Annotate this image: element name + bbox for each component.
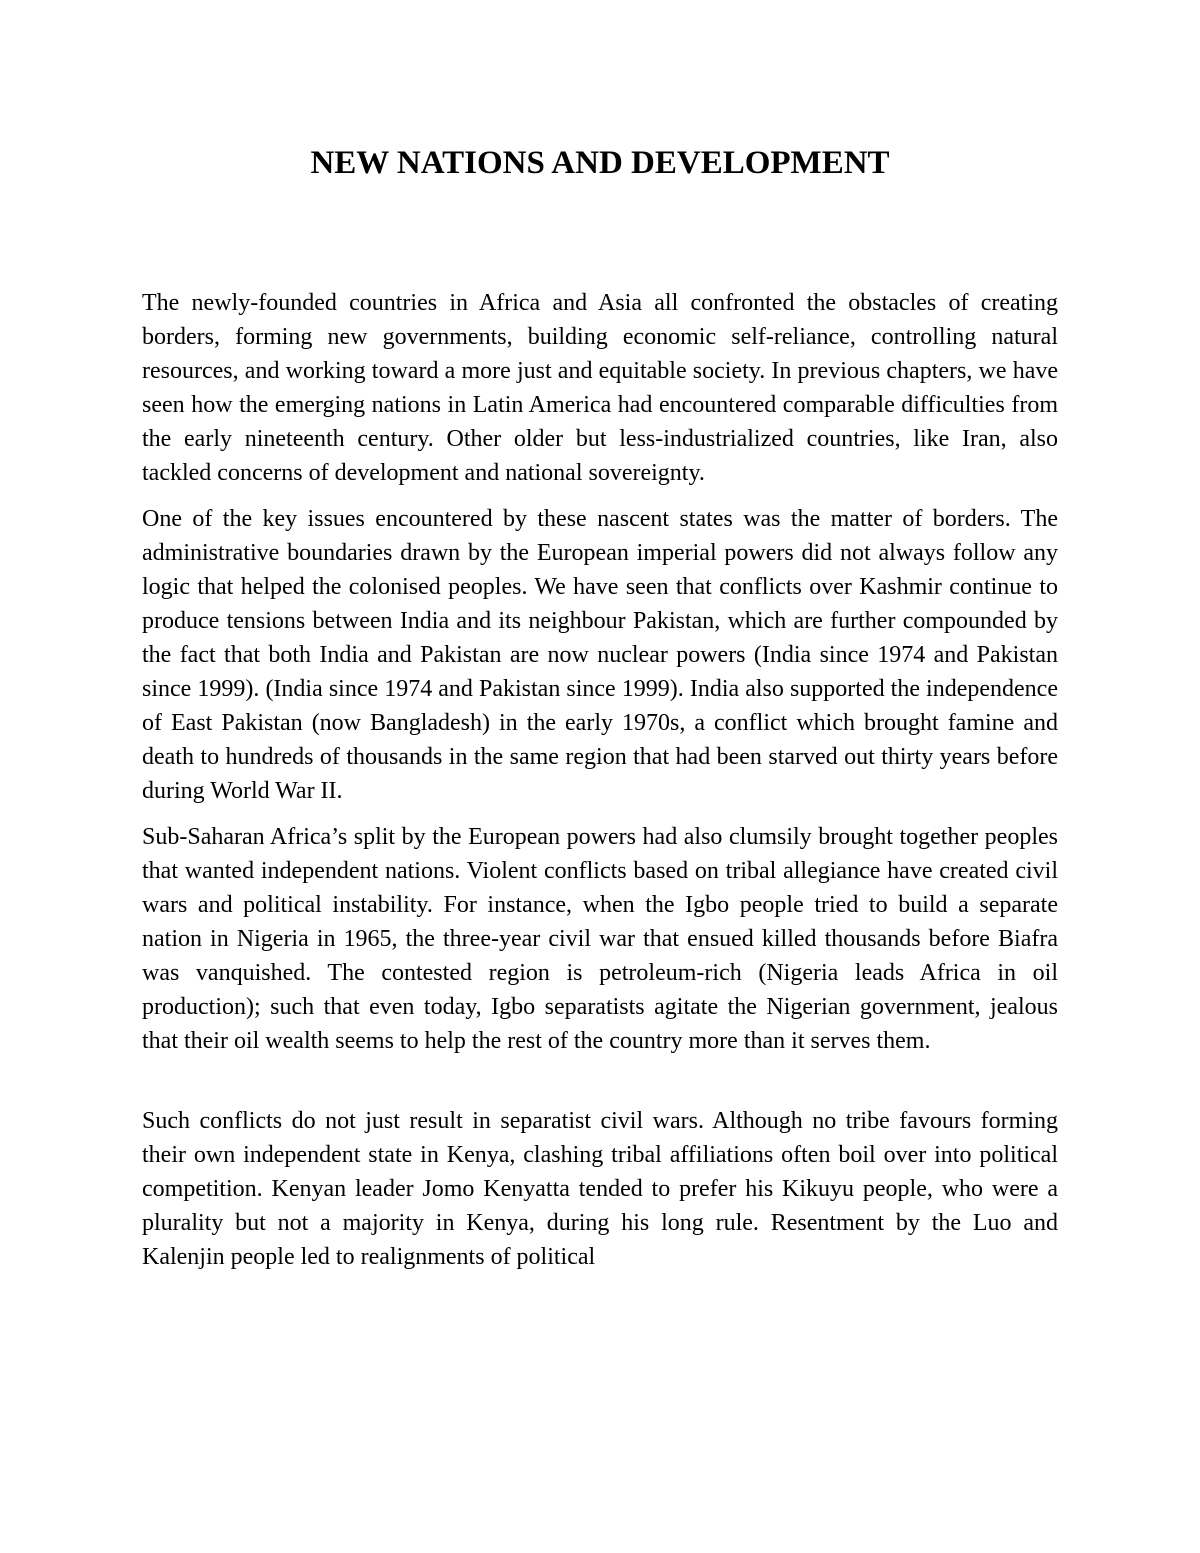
paragraph-sub-saharan-africa: Sub-Saharan Africa’s split by the European powers had also clumsily brought together peoples that wanted independent nations. Violent conflicts based on tribal allegiance have created civil wars and political instability. For instance, when the Igbo people tried to build a separate nation in Nigeria in 1965, the three-year civil war that ensued killed thousands before Biafra was vanquished. The contested region is petroleum-rich (Nigeria leads Africa in oil production); such that even today, Igbo separatists agitate the Nigerian government, jealous that their oil wealth seems to help the rest of the country more than it serves them. — [142, 824, 1058, 1054]
document-body — [142, 286, 1058, 1286]
paragraph-borders: One of the key issues encountered by these nascent states was the matter of borders. The administrative boundaries drawn by the European imperial powers did not always follow any logic that helped the colonised peoples. We have seen that conflicts over Kashmir continue to produce tensions between India and its neighbour Pakistan, which are further compounded by the fact that both India and Pakistan are now nuclear powers (India since 1974 and Pakistan since 1999). (India since 1974 and Pakistan since 1999). India also supported the independence of East Pakistan (now Bangladesh) in the early 1970s, a conflict which brought famine and death to hundreds of thousands in the same region that had been starved out thirty years before during World War II. — [142, 506, 1058, 804]
paragraph-intro: The newly-founded countries in Africa and Asia all confronted the obstacles of creating borders, forming new governments, building economic self-reliance, controlling natural resources, and working toward a more just and equitable society. In previous chapters, we have seen how the emerging nations in Latin America had encountered comparable difficulties from the early nineteenth century. Other older but less-industrialized countries, like Iran, also tackled concerns of development and national sovereignty. — [142, 290, 1058, 486]
paragraph-kenya: Such conflicts do not just result in separatist civil wars. Although no tribe favours forming their own independent state in Kenya, clashing tribal affiliations often boil over into political competition. Kenyan leader Jomo Kenyatta tended to prefer his Kikuyu people, who were a plurality but not a majority in Kenya, during his long rule. Resentment by the Luo and Kalenjin people led to realignments of political — [142, 1108, 1058, 1270]
document-title: NEW NATIONS AND DEVELOPMENT — [310, 145, 890, 181]
